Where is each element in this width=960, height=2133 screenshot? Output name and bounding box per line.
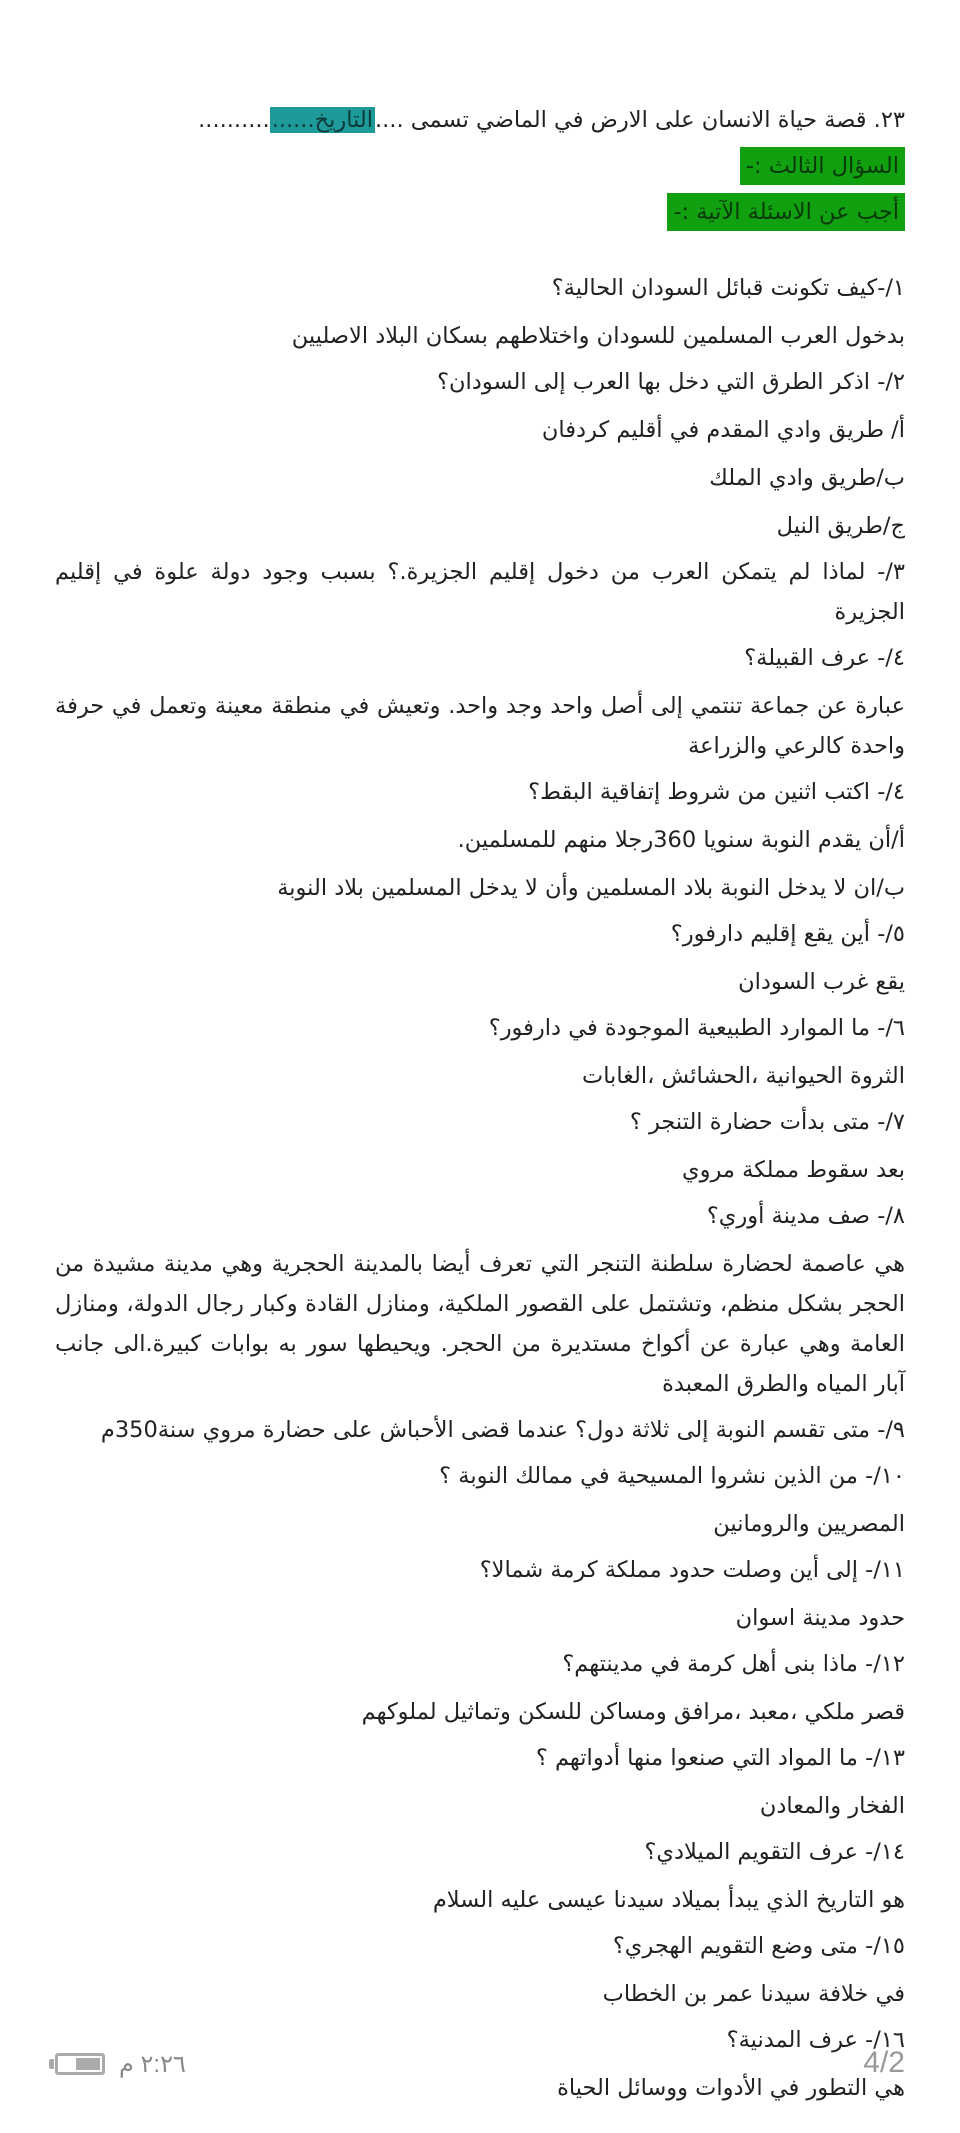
question: ٤/- عرف القبيلة؟	[744, 645, 905, 671]
status-footer	[0, 2040, 960, 2090]
question: ٢/- اذكر الطرق التي دخل بها العرب إلى السودان؟	[437, 369, 905, 395]
question: ١١/- إلى أين وصلت حدود مملكة كرمة شمالا؟	[479, 1557, 905, 1583]
answer: قصر ملكي ،معبد ،مرافق ومساكن للسكن وتماثيل لملوكهم	[361, 1699, 905, 1725]
answer: بدخول العرب المسلمين للسودان واختلاطهم بسكان البلاد الاصليين	[291, 323, 905, 349]
question: ٥/- أين يقع إقليم دارفور؟	[670, 921, 905, 947]
answer: أ/ طريق وادي المقدم في أقليم كردفان	[541, 417, 905, 443]
battery-icon	[55, 2053, 105, 2075]
question: ٨/- صف مدينة أوري؟	[706, 1203, 905, 1229]
answer: أ/أن يقدم النوبة سنويا 360رجلا منهم للمسلمين.	[457, 827, 905, 853]
answer: ج/طريق النيل	[776, 513, 905, 539]
section-instruction: أجب عن الاسئلة الآتية :-	[667, 193, 905, 231]
answer: حدود مدينة اسوان	[735, 1605, 905, 1631]
question: ٩/- متى تقسم النوبة إلى ثلاثة دول؟ عندما قضى الأحباش على حضارة مروي سنة350م	[100, 1417, 905, 1443]
answer: بعد سقوط مملكة مروي	[682, 1157, 905, 1183]
qa-list	[55, 268, 905, 2108]
question-23	[55, 100, 905, 140]
question: ١٢/- ماذا بنى أهل كرمة في مدينتهم؟	[562, 1651, 905, 1677]
answer: يقع غرب السودان	[738, 969, 905, 995]
question: ١٠/- من الذين نشروا المسيحية في ممالك النوبة ؟	[439, 1463, 905, 1489]
question: ١٣/- ما المواد التي صنعوا منها أدواتهم ؟	[535, 1745, 905, 1771]
question: ٤/- اكتب اثنين من شروط إتفاقية البقط؟	[528, 779, 905, 805]
question: ١٥/- متى وضع التقويم الهجري؟	[612, 1933, 905, 1959]
question: ١٤/- عرف التقويم الميلادي؟	[644, 1839, 905, 1865]
answer: المصريين والرومانين	[713, 1511, 905, 1537]
section-title-row	[55, 146, 905, 186]
answer: ب/طريق وادي الملك	[709, 465, 905, 491]
page-indicator: 4/2	[863, 2046, 905, 2079]
answer: هي عاصمة لحضارة سلطنة التنجر التي تعرف أيضا بالمدينة الحجرية وهي مدينة مشيدة من الحجر بشكل منظم، وتشتمل على القصور الملكية، ومنازل القادة وكبار رجال الدولة، ومنازل العامة وهي عبارة عن أكواخ مستديرة من الحجر. ويحيطها سور به بوابات كبيرة.الى جانب آبار المياه والطرق المعبدة	[55, 1251, 905, 1397]
answer: هو التاريخ الذي يبدأ بميلاد سيدنا عيسى عليه السلام	[432, 1887, 905, 1913]
answer: ب/ان لا يدخل النوبة بلاد المسلمين وأن لا يدخل المسلمين بلاد النوبة	[277, 875, 905, 901]
answer: الفخار والمعادن	[759, 1793, 905, 1819]
section-instruction-row	[55, 192, 905, 232]
question: ١٦/- عرف المدنية؟	[726, 2027, 905, 2053]
question: ١/-كيف تكونت قبائل السودان الحالية؟	[551, 275, 905, 301]
question: ٦/- ما الموارد الطبيعية الموجودة في دارفور؟	[488, 1015, 905, 1041]
q23-prefix: ٢٣. قصة حياة الانسان على الارض في الماضي تسمى ....	[375, 107, 905, 133]
answer: الثروة الحيوانية ،الحشائش ،الغابات	[582, 1063, 905, 1089]
q23-highlighted-answer: التاريخ......	[271, 107, 374, 133]
status-time: ٢:٢٦ م	[119, 2050, 186, 2078]
question: ٣/- لماذا لم يتمكن العرب من دخول إقليم الجزيرة.؟ بسبب وجود دولة علوة في إقليم الجزيرة	[55, 559, 905, 625]
answer: هي التطور في الأدوات ووسائل الحياة	[557, 2075, 905, 2101]
q23-suffix: ..........	[198, 107, 270, 133]
answer: في خلافة سيدنا عمر بن الخطاب	[602, 1981, 905, 2007]
answer: عبارة عن جماعة تنتمي إلى أصل واحد وجد واحد. وتعيش في منطقة معينة وتعمل في حرفة واحدة كالرعي والزراعة	[55, 693, 905, 759]
status-time-area	[55, 2046, 186, 2082]
question: ٧/- متى بدأت حضارة التنجر ؟	[629, 1109, 905, 1135]
section-title: السؤال الثالث :-	[740, 147, 905, 185]
document-page	[55, 100, 905, 2108]
